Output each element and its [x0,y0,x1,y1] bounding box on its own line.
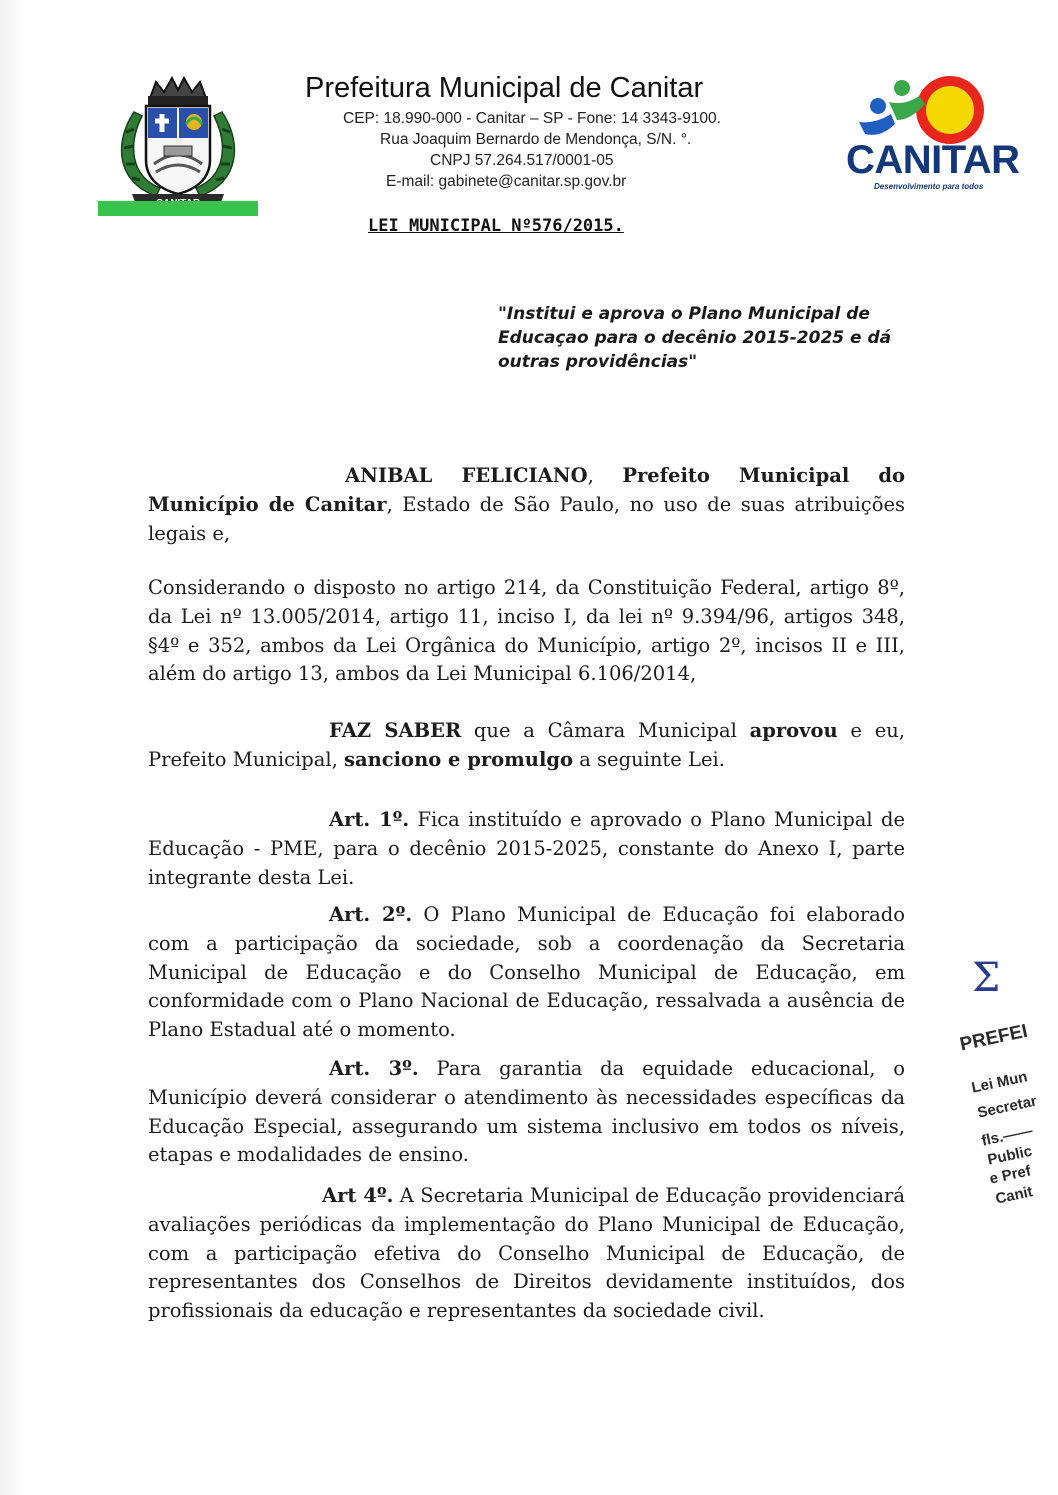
article-3-text: Para garantia da equidade educacional, o Município deverá considerar o atendimento às necessidades específicas da Educação Especial, assegurando um sistema inclusivo em todos os níveis, etapas e modalidades de ensino. [148,1057,905,1167]
coat-green-bar [98,201,258,216]
faz-bold-sanciono: sanciono e promulgo [343,747,574,771]
stamp-line: Lei Mun [970,1068,1029,1097]
preamble-sep: , [587,464,623,487]
article-4 [148,1182,905,1326]
article-4-text: A Secretaria Municipal de Educação providenciará avaliações periódicas da implementação do Plano Municipal de Educação, com a participação efetiva do Conselho Municipal de Educação, de representantes dos Conselhos de Direitos devidamente instituídos, dos profissionais da educação e representantes da sociedade civil. [148,1184,905,1323]
preamble-rest: , Estado de São Paulo, no uso de suas atribuições legais e, [148,492,905,545]
stamp-line: Public [986,1142,1034,1169]
article-4-label: Art 4º. [322,1184,394,1207]
faz-saber-label: FAZ SABER [329,719,462,742]
header-email: E-mail: gabinete@canitar.sp.gov.br [386,173,627,190]
article-1-text: Fica instituído e aprovado o Plano Municipal de Educação - PME, para o decênio 2015-2025, constante do Anexo I, parte integrante desta Lei. [148,808,905,889]
logo-tagline: Desenvolvimento para todos [874,182,984,191]
stamp-line: Canit [994,1183,1035,1208]
logo-wordmark: CANITAR [846,138,1020,182]
stamp-line: e Pref [988,1162,1033,1188]
stamp-line: Secretar [976,1092,1039,1122]
header-title: Prefeitura Municipal de Canitar [305,72,704,104]
law-title: LEI MUNICIPAL Nº576/2015. [368,216,624,236]
stamp-line: PREFEI [958,1020,1030,1056]
scan-edge-shadow [0,0,26,1495]
law-ementa: "Institui e aprova o Plano Municipal de Educaçao para o decênio 2015-2025 e dá outras providências" [498,304,892,372]
article-2-label: Art. 2º. [329,903,413,926]
mayor-name: ANIBAL FELICIANO [345,464,588,487]
mayor-role: Prefeito Municipal do Município de Canitar [148,464,905,516]
article-2 [148,901,905,1045]
article-1-label: Art. 1º. [329,808,410,831]
faz-bold-aprovou: aprovou [749,719,838,742]
paragraph-considerando: Considerando o disposto no artigo 214, da Constituição Federal, artigo 8º, da Lei nº 13.005/2014, artigo 11, inciso I, da lei nº 9.394/96, artigos 348, §4º e 352, ambos da Lei Orgânica do Município, artigo 2º, incisos II e III, além do artigo 13, ambos da Lei Municipal 6.106/2014, [148,576,905,686]
paragraph-preamble [148,462,905,548]
article-3-label: Art. 3º. [329,1057,419,1080]
faz-text-1: que a Câmara Municipal [461,719,750,742]
article-1 [148,806,905,892]
faz-text-2: e eu, Prefeito Municipal, [148,719,905,771]
header-address: Rua Joaquim Bernardo de Mendonça, S/N. °. [380,131,692,148]
header-cnpj: CNPJ 57.264.517/0001-05 [430,152,614,169]
article-3 [148,1055,905,1170]
publication-stamp [950,955,1058,1235]
signature-mark: Σ [972,955,1001,1001]
article-2-text: O Plano Municipal de Educação foi elaborado com a participação da sociedade, sob a coordenação da Secretaria Municipal de Educação e do Conselho Municipal de Educação, em conformidade com o Plano Nacional de Educação, ressalvada a ausência de Plano Estadual até o momento. [148,903,905,1042]
paragraph-faz-saber [148,717,905,775]
faz-text-3: a seguinte Lei. [573,747,725,771]
coat-of-arms-icon [98,72,258,222]
stamp-line: fls.—— [980,1122,1035,1150]
header-cep-line: CEP: 18.990-000 - Canitar – SP - Fone: 14 3343-9100. [343,110,721,127]
